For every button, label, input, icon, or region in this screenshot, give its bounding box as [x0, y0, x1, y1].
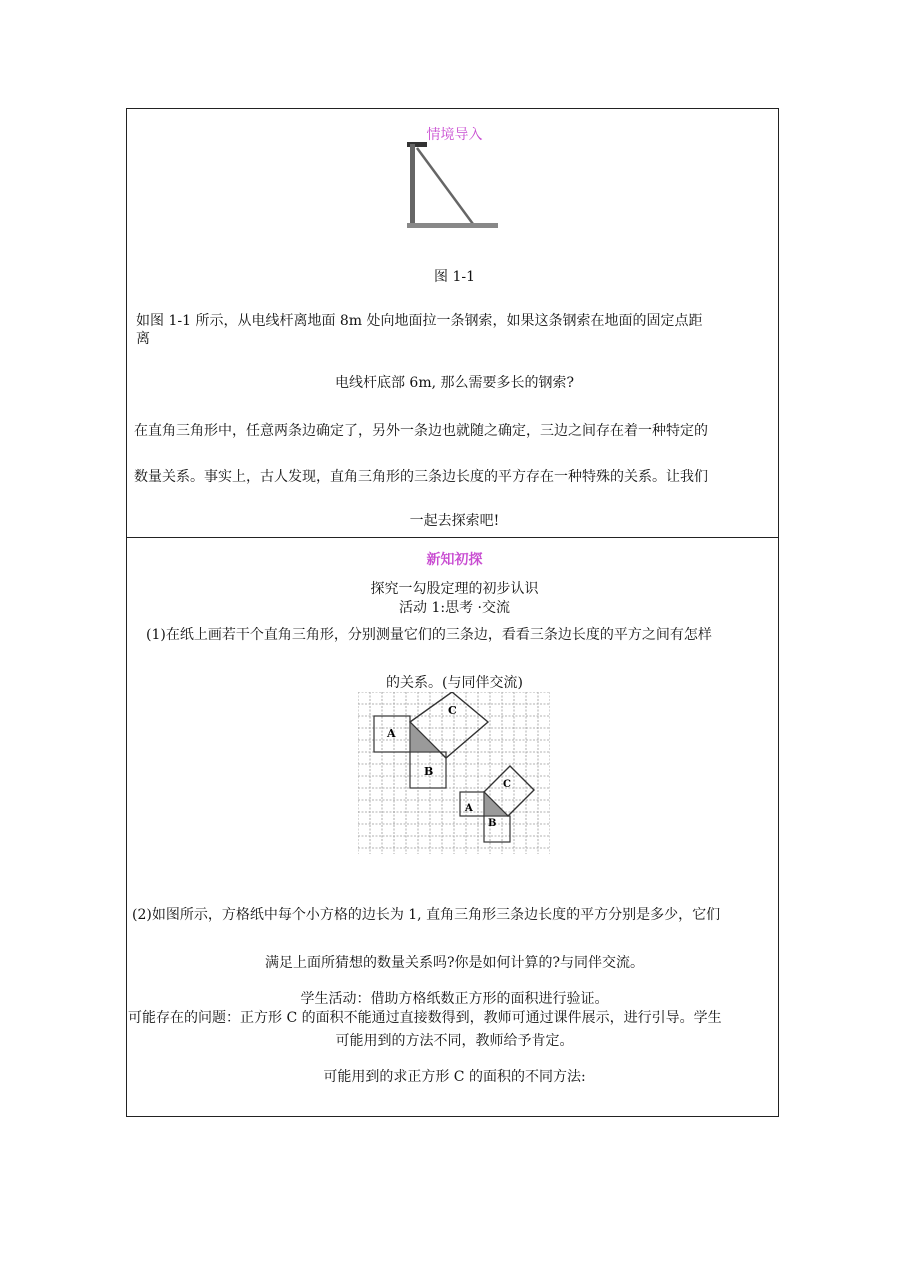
- paragraph-line: 电线杆底部 6m, 那么需要多长的钢索?: [334, 375, 575, 391]
- right-triangle-shaded-small: [484, 792, 508, 816]
- paragraph-line: 如图 1-1 所示，从电线杆离地面 8m 处向地面拉一条钢索，如果这条钢索在地面的固定点距: [136, 313, 703, 329]
- label-a-small: A: [465, 803, 473, 814]
- activity-title: 活动 1:思考 ·交流: [399, 600, 510, 616]
- right-triangle-shaded: [410, 722, 440, 752]
- paragraph-line: 一起去探索吧!: [409, 513, 500, 529]
- paragraph-line: 离: [136, 331, 150, 347]
- question-line: 满足上面所猜想的数量关系吗?你是如何计算的?与同伴交流。: [264, 955, 644, 971]
- problem-line: 可能用到的方法不同，教师给予肯定。: [335, 1033, 574, 1049]
- paragraph-line: 在直角三角形中，任意两条边确定了，另外一条边也就随之确定，三边之间存在着一种特定的: [134, 423, 708, 439]
- problem-line: 可能存在的问题：正方形 C 的面积不能通过直接数得到，教师可通过课件展示，进行引导。学生: [128, 1010, 722, 1026]
- label-c-small: C: [503, 779, 511, 790]
- subheading: 探究一勾股定理的初步认识: [370, 581, 539, 597]
- label-a: A: [387, 727, 396, 740]
- utility-pole-figure: [405, 140, 500, 230]
- grid-paper-figure: [358, 692, 550, 854]
- question-line: (1)在纸上画若干个直角三角形，分别测量它们的三条边，看看三条边长度的平方之间有怎样: [146, 627, 712, 643]
- figure-caption: 图 1-1: [434, 269, 475, 285]
- question-line: 的关系。(与同伴交流): [386, 675, 523, 691]
- label-c: C: [448, 704, 457, 717]
- section-heading-new-knowledge: 新知初探: [426, 552, 483, 568]
- label-b: B: [424, 765, 434, 778]
- section-heading-scenario: 情境导入: [426, 127, 483, 143]
- row-divider: [127, 537, 778, 538]
- student-activity: 学生活动：借助方格纸数正方形的面积进行验证。: [300, 991, 609, 1007]
- methods-line: 可能用到的求正方形 C 的面积的不同方法:: [323, 1069, 586, 1085]
- question-line: (2)如图所示，方格纸中每个小方格的边长为 1, 直角三角形三条边长度的平方分别是多少，它们: [132, 907, 721, 923]
- label-b-small: B: [488, 818, 497, 829]
- paragraph-line: 数量关系。事实上，古人发现，直角三角形的三条边长度的平方存在一种特殊的关系。让我们: [134, 469, 708, 485]
